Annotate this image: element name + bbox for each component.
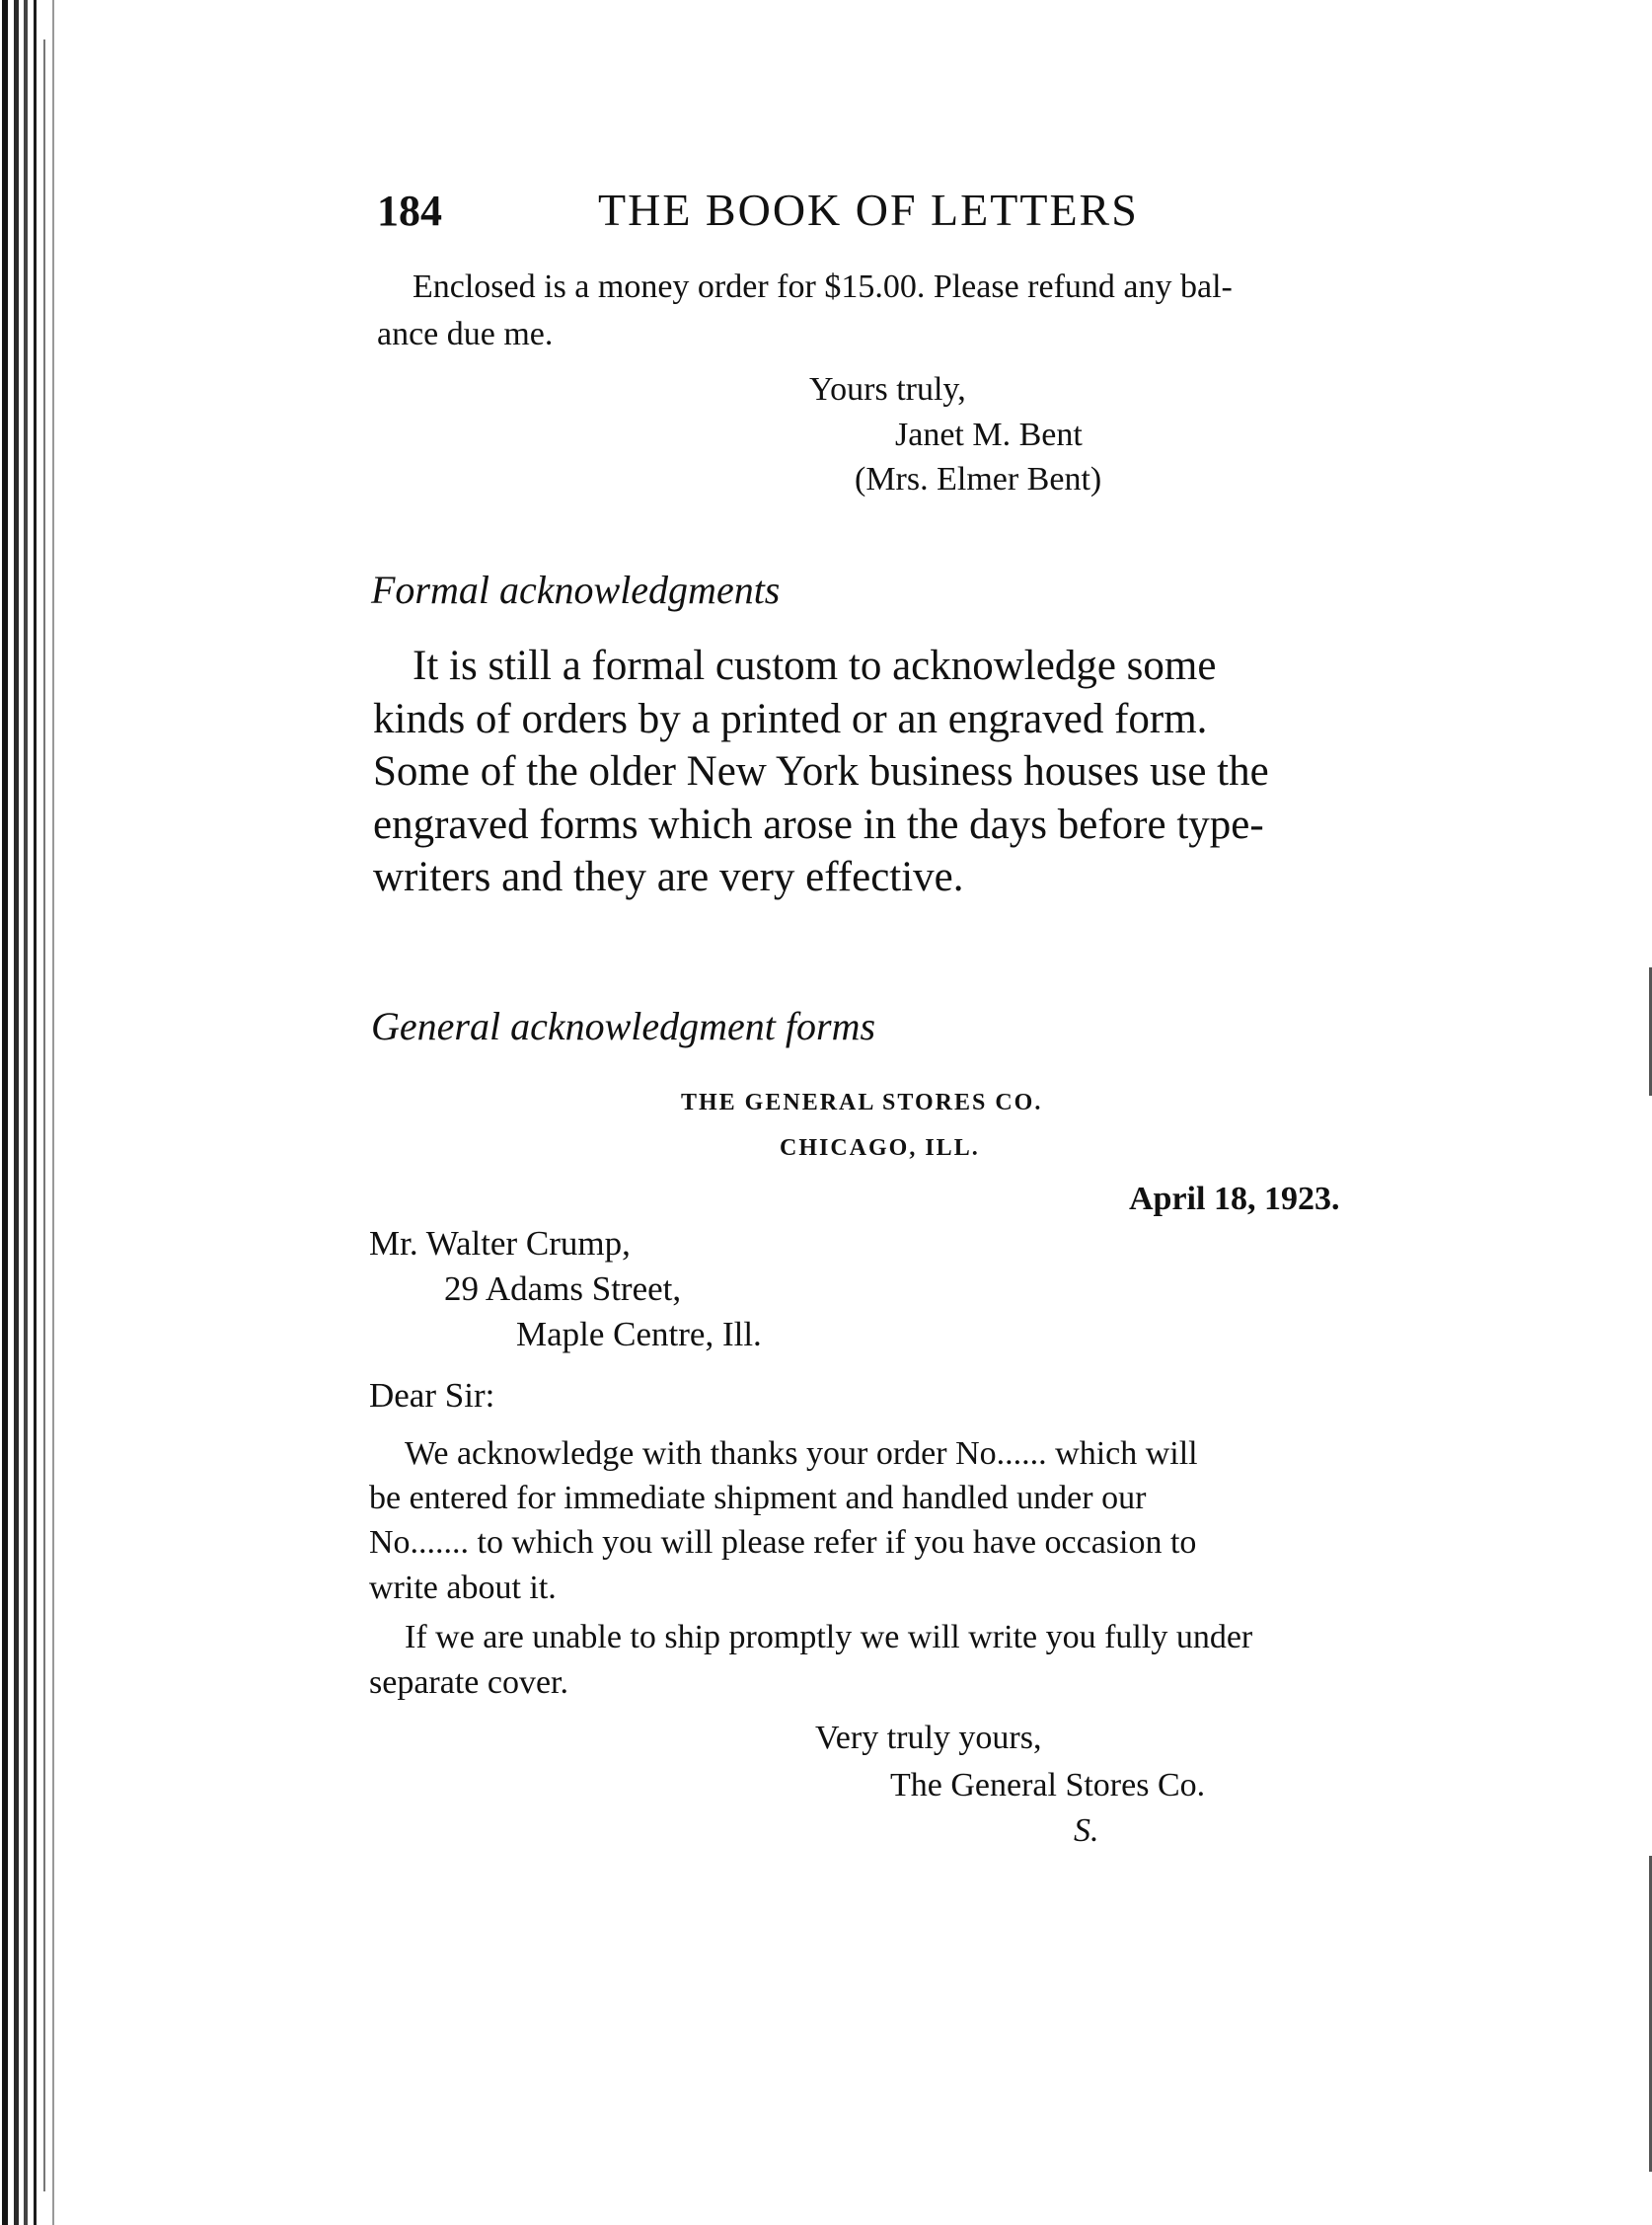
letter-body-line-4: write about it. — [369, 1570, 557, 1606]
formal-para-line-2: kinds of orders by a printed or an engraved form. — [373, 696, 1208, 742]
address-line-2: 29 Adams Street, — [444, 1269, 682, 1308]
page-number: 184 — [377, 187, 442, 235]
section-heading-general: General acknowledgment forms — [371, 1004, 876, 1048]
company-city: CHICAGO, ILL. — [780, 1135, 980, 1161]
letter-body-line-1: We acknowledge with thanks your order No...... which will — [405, 1435, 1198, 1472]
page-binding-edge — [0, 0, 59, 2225]
letter-closing-general: Very truly yours, — [815, 1720, 1042, 1756]
section-heading-formal: Formal acknowledgments — [371, 568, 781, 612]
letter-line-1: Enclosed is a money order for $15.00. Please refund any bal- — [413, 269, 1233, 305]
letter-closing: Yours truly, — [809, 371, 966, 408]
letter-signature-general: The General Stores Co. — [890, 1767, 1206, 1803]
formal-para-line-1: It is still a formal custom to acknowledge some — [413, 643, 1217, 689]
formal-para-line-5: writers and they are very effective. — [373, 854, 964, 900]
formal-para-line-3: Some of the older New York business houses use the — [373, 748, 1269, 795]
letter-body-line-3: No....... to which you will please refer if you have occasion to — [369, 1524, 1197, 1561]
letter-signature: Janet M. Bent — [895, 417, 1083, 453]
formal-para-line-4: engraved forms which arose in the days before type- — [373, 802, 1264, 848]
address-line-1: Mr. Walter Crump, — [369, 1224, 631, 1263]
letter-initial: S. — [1074, 1812, 1099, 1849]
address-line-3: Maple Centre, Ill. — [516, 1315, 762, 1353]
letter-date: April 18, 1923. — [1129, 1181, 1340, 1217]
letter-signature-note: (Mrs. Elmer Bent) — [855, 461, 1102, 498]
salutation: Dear Sir: — [369, 1376, 495, 1415]
letter-body-line-5: If we are unable to ship promptly we will write you fully under — [405, 1619, 1253, 1655]
company-name: THE GENERAL STORES CO. — [681, 1090, 1043, 1115]
letter-body-line-2: be entered for immediate shipment and handled under our — [369, 1480, 1147, 1516]
running-title: THE BOOK OF LETTERS — [598, 185, 1139, 235]
letter-line-2: ance due me. — [377, 316, 554, 352]
letter-body-line-6: separate cover. — [369, 1664, 568, 1701]
